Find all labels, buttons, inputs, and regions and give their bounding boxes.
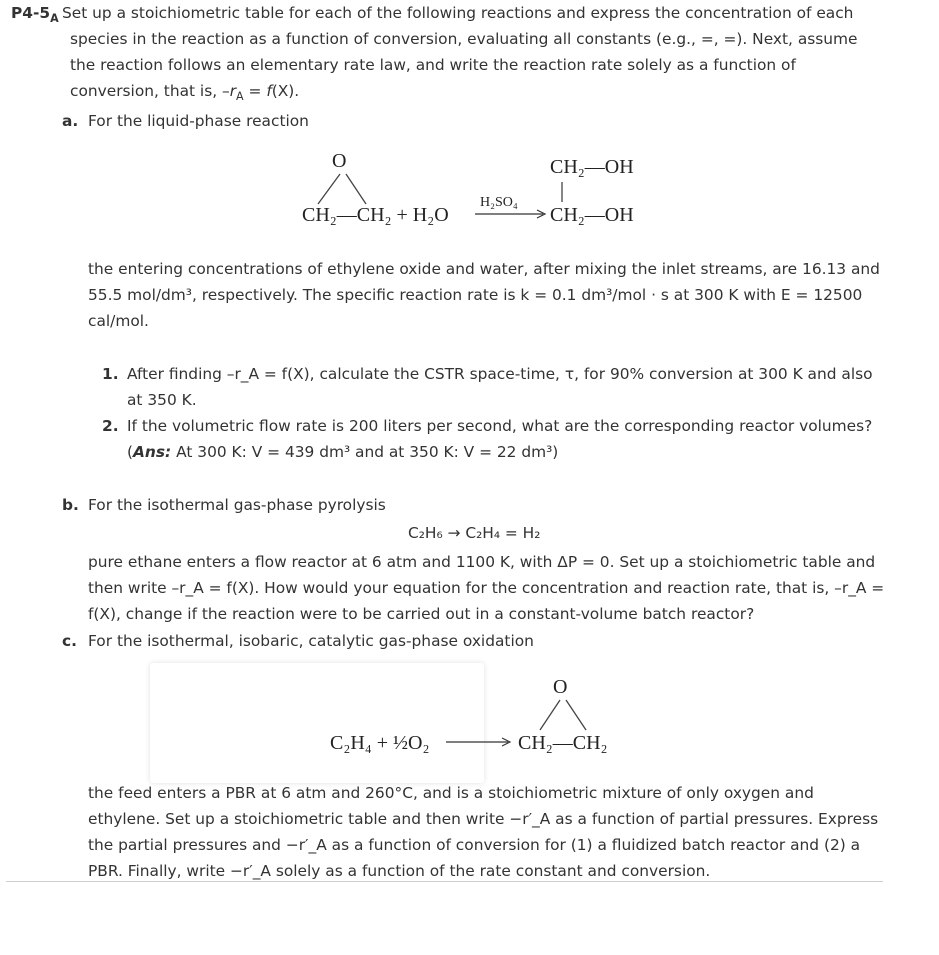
q1-number: 1.	[102, 365, 119, 383]
intro-last-x: (X).	[271, 82, 300, 100]
intro-line-3: the reaction follows an elementary rate law, and write the reaction rate solely as a function of	[70, 56, 796, 74]
reaction-a-catalyst: H₂SO₄	[480, 195, 518, 210]
intro-last-sub: A	[236, 90, 244, 104]
epoxide-oxygen-a: O	[332, 150, 347, 172]
intro-line-2: species in the reaction as a function of conversion, evaluating all constants (e.g., =, =). Next, assume	[70, 30, 858, 48]
q2-answer: (Ans: At 300 K: V = 439 dm³ and at 350 K: V = 22 dm³)	[127, 443, 559, 461]
problem-number-text: P4-5	[11, 4, 51, 22]
part-a-para-line-1: the entering concentrations of ethylene oxide and water, after mixing the inlet streams, are 16.13 and	[88, 260, 880, 278]
part-c-line-1: the feed enters a PBR at 6 atm and 260°C, and is a stoichiometric mixture of only oxygen and	[88, 784, 814, 802]
reaction-c-product: CH₂—CH₂	[518, 732, 608, 754]
reaction-c-reactant: C₂H₄ + ½O₂	[330, 732, 430, 754]
intro-last-f: f	[266, 82, 272, 100]
part-a-para-line-2: 55.5 mol/dm³, respectively. The specific reaction rate is k = 0.1 dm³/mol · s at 300 K with E = 12500	[88, 286, 863, 304]
equation-c-panel	[150, 663, 484, 783]
bottom-divider	[6, 881, 883, 882]
reaction-a-arrow-icon	[473, 208, 549, 220]
intro-line-4	[70, 78, 299, 104]
part-b-line-3: f(X), change if the reaction were to be carried out in a constant-volume batch reactor?	[88, 605, 755, 623]
q1-line-2: at 350 K.	[127, 391, 197, 409]
part-c-line-2: ethylene. Set up a stoichiometric table and then write −r′_A as a function of partial pressures. Express	[88, 810, 879, 828]
part-b-heading: For the isothermal gas-phase pyrolysis	[88, 496, 386, 514]
q1-line-1: After finding –r_A = f(X), calculate the CSTR space-time, τ, for 90% conversion at 300 K and also	[127, 365, 873, 383]
reaction-c-arrow-icon	[444, 736, 514, 748]
part-c-heading: For the isothermal, isobaric, catalytic gas-phase oxidation	[88, 632, 534, 650]
epoxide-oxygen-c: O	[553, 676, 568, 698]
part-c-line-4: PBR. Finally, write −r′_A solely as a function of the rate constant and conversion.	[88, 862, 711, 880]
part-c-line-3: the partial pressures and −r′_A as a function of conversion for (1) a fluidized batch reactor and (2) a	[88, 836, 861, 854]
intro-last-post: =	[243, 82, 267, 100]
reaction-a-product-top: CH₂—OH	[550, 156, 634, 178]
q2-answer-text: At 300 K: V = 439 dm³ and at 350 K: V = 22 dm³)	[176, 443, 559, 461]
part-b-line-2: then write –r_A = f(X). How would your equation for the concentration and reaction rate, that is, –r_A =	[88, 579, 885, 597]
intro-line-1: Set up a stoichiometric table for each of the following reactions and express the concentration of each	[62, 4, 854, 22]
part-a-letter: a.	[62, 112, 79, 130]
q2-line-1: If the volumetric flow rate is 200 liters per second, what are the corresponding reactor volumes?	[127, 417, 873, 435]
q2-answer-label: Ans:	[133, 443, 172, 461]
part-b-equation: C₂H₆ → C₂H₄ = H₂	[408, 524, 541, 542]
part-a-para-line-3: cal/mol.	[88, 312, 149, 330]
problem-number	[11, 0, 59, 26]
part-c-letter: c.	[62, 632, 77, 650]
part-b-line-1: pure ethane enters a flow reactor at 6 atm and 1100 K, with ΔP = 0. Set up a stoichiometric table and	[88, 553, 876, 571]
q2-number: 2.	[102, 417, 119, 435]
product-bond-a-icon	[560, 182, 566, 204]
part-a-heading: For the liquid-phase reaction	[88, 112, 309, 130]
reaction-a-product-bottom: CH₂—OH	[550, 204, 634, 226]
part-b-letter: b.	[62, 496, 79, 514]
reaction-a-reactant: CH₂—CH₂ + H₂O	[302, 204, 449, 226]
problem-number-sub: A	[50, 12, 59, 26]
intro-last-pre: conversion, that is, –	[70, 82, 230, 100]
intro-last-r: r	[229, 82, 237, 100]
